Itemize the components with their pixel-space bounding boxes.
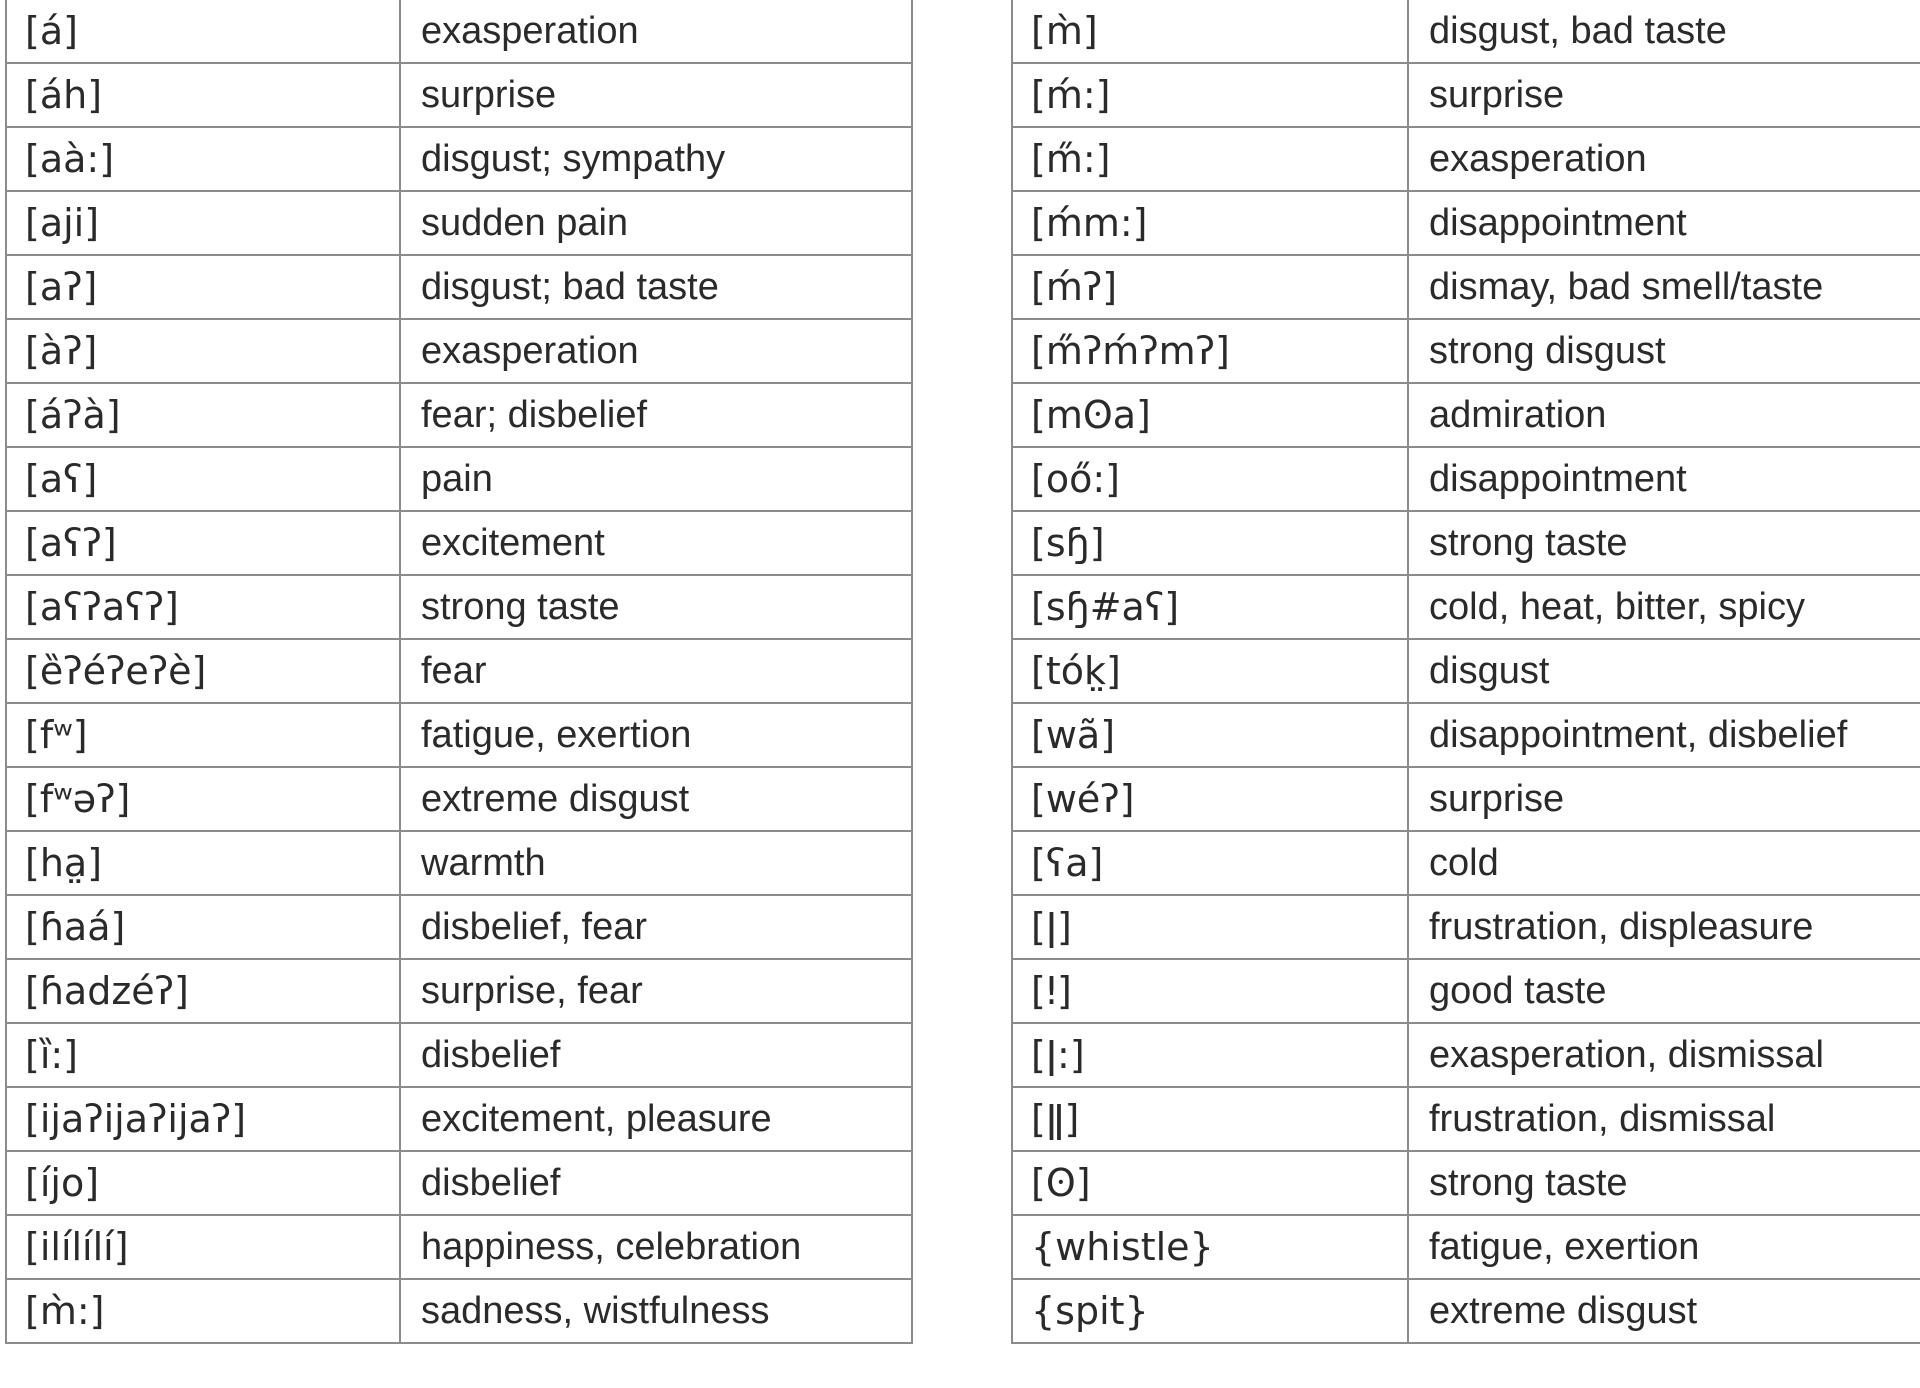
- table-row: [6, 511, 912, 575]
- table-row: [6, 895, 912, 959]
- ipa-symbol-cell: [ʕa]: [1012, 831, 1408, 895]
- table-row: [6, 1151, 912, 1215]
- table-row: [1012, 63, 1920, 127]
- ipa-symbol-cell: [aʕʔaʕʔ]: [6, 575, 400, 639]
- meaning-cell: disbelief: [400, 1023, 912, 1087]
- meaning-cell: happiness, celebration: [400, 1215, 912, 1279]
- ipa-symbol-cell: [ɦaá]: [6, 895, 400, 959]
- table-row: [1012, 1023, 1920, 1087]
- ipa-symbol-cell: [tók̤]: [1012, 639, 1408, 703]
- meaning-cell: extreme disgust: [400, 767, 912, 831]
- ipa-symbol-cell: [áʔà]: [6, 383, 400, 447]
- ipa-symbol-cell: [ǁ]: [1012, 1087, 1408, 1151]
- meaning-cell: fear: [400, 639, 912, 703]
- table-row: [6, 767, 912, 831]
- ipa-symbol-cell: [m̋ʔḿʔmʔ]: [1012, 319, 1408, 383]
- meaning-cell: disgust: [1408, 639, 1920, 703]
- meaning-cell: disgust; bad taste: [400, 255, 912, 319]
- table-row: [6, 1023, 912, 1087]
- right-interjection-table: [1011, 0, 1920, 1344]
- table-row: [1012, 447, 1920, 511]
- ipa-symbol-cell: [fʷ]: [6, 703, 400, 767]
- table-row: [1012, 703, 1920, 767]
- ipa-symbol-cell: [aji]: [6, 191, 400, 255]
- meaning-cell: exasperation, dismissal: [1408, 1023, 1920, 1087]
- ipa-symbol-cell: [ḿ:]: [1012, 63, 1408, 127]
- ipa-symbol-cell: [mʘa]: [1012, 383, 1408, 447]
- ipa-symbol-cell: [á]: [6, 0, 400, 63]
- table-row: [1012, 1087, 1920, 1151]
- table-row: [1012, 895, 1920, 959]
- ipa-symbol-cell: [sɧ]: [1012, 511, 1408, 575]
- ipa-symbol-cell: [áh]: [6, 63, 400, 127]
- table-row: [1012, 959, 1920, 1023]
- table-row: [6, 575, 912, 639]
- meaning-cell: sudden pain: [400, 191, 912, 255]
- table-row: [6, 191, 912, 255]
- meaning-cell: exasperation: [400, 319, 912, 383]
- ipa-symbol-cell: [aʕ]: [6, 447, 400, 511]
- meaning-cell: excitement, pleasure: [400, 1087, 912, 1151]
- meaning-cell: strong disgust: [1408, 319, 1920, 383]
- ipa-symbol-cell: [ijaʔijaʔijaʔ]: [6, 1087, 400, 1151]
- ipa-symbol-cell: [aà:]: [6, 127, 400, 191]
- meaning-cell: pain: [400, 447, 912, 511]
- meaning-cell: disappointment, disbelief: [1408, 703, 1920, 767]
- ipa-symbol-cell: [ḿm:]: [1012, 191, 1408, 255]
- table-row: [1012, 1279, 1920, 1343]
- meaning-cell: good taste: [1408, 959, 1920, 1023]
- meaning-cell: strong taste: [1408, 511, 1920, 575]
- ipa-symbol-cell: [àʔ]: [6, 319, 400, 383]
- left-interjection-table: [5, 0, 913, 1344]
- table-row: [6, 831, 912, 895]
- table-row: [1012, 0, 1920, 63]
- table-row: [1012, 1151, 1920, 1215]
- ipa-symbol-cell: [ilílílí]: [6, 1215, 400, 1279]
- ipa-symbol-cell: [aʔ]: [6, 255, 400, 319]
- ipa-symbol-cell: [oő:]: [1012, 447, 1408, 511]
- table-row: [6, 959, 912, 1023]
- table-row: [1012, 767, 1920, 831]
- ipa-symbol-cell: {whistle}: [1012, 1215, 1408, 1279]
- ipa-symbol-cell: [ȅʔéʔeʔè]: [6, 639, 400, 703]
- table-row: [1012, 191, 1920, 255]
- meaning-cell: extreme disgust: [1408, 1279, 1920, 1343]
- meaning-cell: frustration, dismissal: [1408, 1087, 1920, 1151]
- meaning-cell: disbelief: [400, 1151, 912, 1215]
- table-row: [6, 703, 912, 767]
- ipa-symbol-cell: [wã]: [1012, 703, 1408, 767]
- ipa-symbol-cell: [m̀:]: [6, 1279, 400, 1343]
- table-row: [1012, 255, 1920, 319]
- table-row: [6, 255, 912, 319]
- meaning-cell: fatigue, exertion: [400, 703, 912, 767]
- meaning-cell: surprise: [400, 63, 912, 127]
- table-row: [1012, 831, 1920, 895]
- ipa-symbol-cell: [aʕʔ]: [6, 511, 400, 575]
- meaning-cell: disgust; sympathy: [400, 127, 912, 191]
- ipa-symbol-cell: [m̋:]: [1012, 127, 1408, 191]
- table-row: [1012, 383, 1920, 447]
- table-row: [1012, 319, 1920, 383]
- table-row: [6, 63, 912, 127]
- meaning-cell: dismay, bad smell/taste: [1408, 255, 1920, 319]
- meaning-cell: fatigue, exertion: [1408, 1215, 1920, 1279]
- meaning-cell: exasperation: [400, 0, 912, 63]
- ipa-symbol-cell: [ǀ]: [1012, 895, 1408, 959]
- meaning-cell: surprise: [1408, 767, 1920, 831]
- ipa-symbol-cell: [wéʔ]: [1012, 767, 1408, 831]
- meaning-cell: cold, heat, bitter, spicy: [1408, 575, 1920, 639]
- ipa-symbol-cell: [m̀]: [1012, 0, 1408, 63]
- meaning-cell: cold: [1408, 831, 1920, 895]
- ipa-symbol-cell: [ǀ:]: [1012, 1023, 1408, 1087]
- right-table-body: [1012, 0, 1920, 1343]
- table-row: [1012, 511, 1920, 575]
- table-row: [6, 447, 912, 511]
- meaning-cell: fear; disbelief: [400, 383, 912, 447]
- table-row: [1012, 127, 1920, 191]
- ipa-symbol-cell: [ȉ:]: [6, 1023, 400, 1087]
- table-row: [6, 1279, 912, 1343]
- meaning-cell: disbelief, fear: [400, 895, 912, 959]
- table-row: [1012, 575, 1920, 639]
- meaning-cell: warmth: [400, 831, 912, 895]
- ipa-symbol-cell: [sɧ#aʕ]: [1012, 575, 1408, 639]
- table-row: [6, 319, 912, 383]
- meaning-cell: disgust, bad taste: [1408, 0, 1920, 63]
- table-row: [6, 639, 912, 703]
- ipa-symbol-cell: [ḿʔ]: [1012, 255, 1408, 319]
- ipa-symbol-cell: [ʘ]: [1012, 1151, 1408, 1215]
- table-row: [1012, 639, 1920, 703]
- meaning-cell: admiration: [1408, 383, 1920, 447]
- table-row: [6, 0, 912, 63]
- ipa-symbol-cell: {spit}: [1012, 1279, 1408, 1343]
- meaning-cell: excitement: [400, 511, 912, 575]
- meaning-cell: strong taste: [1408, 1151, 1920, 1215]
- meaning-cell: strong taste: [400, 575, 912, 639]
- table-row: [6, 1087, 912, 1151]
- table-row: [6, 383, 912, 447]
- meaning-cell: surprise: [1408, 63, 1920, 127]
- ipa-symbol-cell: [ha̤]: [6, 831, 400, 895]
- ipa-symbol-cell: [ɦadzéʔ]: [6, 959, 400, 1023]
- ipa-symbol-cell: [íjo]: [6, 1151, 400, 1215]
- table-row: [1012, 1215, 1920, 1279]
- meaning-cell: sadness, wistfulness: [400, 1279, 912, 1343]
- table-row: [6, 127, 912, 191]
- meaning-cell: disappointment: [1408, 447, 1920, 511]
- meaning-cell: surprise, fear: [400, 959, 912, 1023]
- ipa-symbol-cell: [fʷəʔ]: [6, 767, 400, 831]
- meaning-cell: frustration, displeasure: [1408, 895, 1920, 959]
- left-table-body: [6, 0, 912, 1343]
- meaning-cell: exasperation: [1408, 127, 1920, 191]
- ipa-symbol-cell: [ǃ]: [1012, 959, 1408, 1023]
- table-row: [6, 1215, 912, 1279]
- meaning-cell: disappointment: [1408, 191, 1920, 255]
